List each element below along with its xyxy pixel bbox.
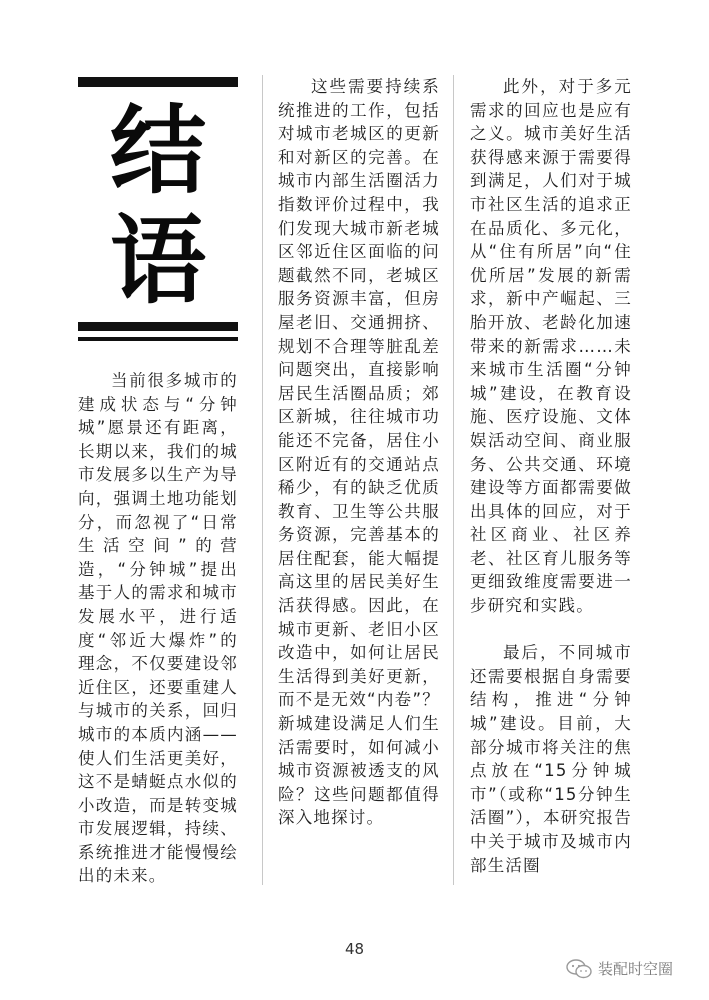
column-1 <box>78 369 238 888</box>
wechat-icon <box>566 959 592 979</box>
column-3 <box>470 75 632 877</box>
page-number: 48 <box>344 940 365 958</box>
title-char-1: 结 <box>110 95 206 207</box>
column-3-paragraph-1: 此外，对于多元需求的回应也是应有之义。城市美好生活获得感来源于需要得到满足，人们对于城市社区生活的追求正在品质化、多元化，从“住有所居”向“住优所居”发展的新需求，新中产崛起、三胎开放、老龄化加速带来的新需求……未来城市生活圈“分钟城”建设，在教育设施、医疗设施、文体娱活动空间、商业服务、公共交通、环境建设等方面都需要做出具体的回应，对于社区商业、社区养老、社区育儿服务等更细致维度需要进一步研究和实践。 <box>470 77 632 616</box>
column-2 <box>278 75 440 830</box>
title-top-bar <box>78 77 238 87</box>
watermark <box>566 958 673 979</box>
title-bottom-bar-thick <box>78 322 238 331</box>
column-divider-1 <box>262 75 263 885</box>
column-divider-2 <box>453 75 454 885</box>
title-bottom-bar-thin <box>78 337 238 341</box>
column-3-paragraph-2: 最后，不同城市还需要根据自身需要结构，推进“分钟城”建设。目前，大部分城市将关注的焦点放在“15分钟城市”（或称“15分钟生活圈”），本研究报告中关于城市及城市内部生活圈 <box>470 643 632 875</box>
column-2-paragraph: 这些需要持续系统推进的工作，包括对城市老城区的更新和对新区的完善。在城市内部生活圈活力指数评价过程中，我们发现大城市新老城区邻近住区面临的问题截然不同，老城区服务资源丰富，但房屋老旧、交通拥挤、规划不合理等脏乱差问题突出，直接影响居民生活圈品质；郊区新城，往往城市功能还不完备，居住小区附近有的交通站点稀少，有的缺乏优质教育、卫生等公共服务资源，完善基本的居住配套，能大幅提高这里的居民美好生活获得感。因此，在城市更新、老旧小区改造中，如何让居民生活得到美好更新，而不是无效“内卷”？新城建设满足人们生活需要时，如何减小城市资源被透支的风险？这些问题都值得深入地探讨。 <box>278 77 440 828</box>
watermark-text: 装配时空圈 <box>598 960 674 978</box>
title-char-2: 语 <box>110 205 206 317</box>
column-1-paragraph: 当前很多城市的建成状态与“分钟城”愿景还有距离，长期以来，我们的城市发展多以生产为导向，强调土地功能划分，而忽视了“日常生活空间”的营造，“分钟城”提出基于人的需求和城市发展水平，进行适度“邻近大爆炸”的理念，不仅要建设邻近住区，还要重建人与城市的关系，回归城市的本质内涵——使人们生活更美好，这不是蜻蜓点水似的小改造，而是转变城市发展逻辑，持续、系统推进才能慢慢绘出的未来。 <box>78 371 238 886</box>
